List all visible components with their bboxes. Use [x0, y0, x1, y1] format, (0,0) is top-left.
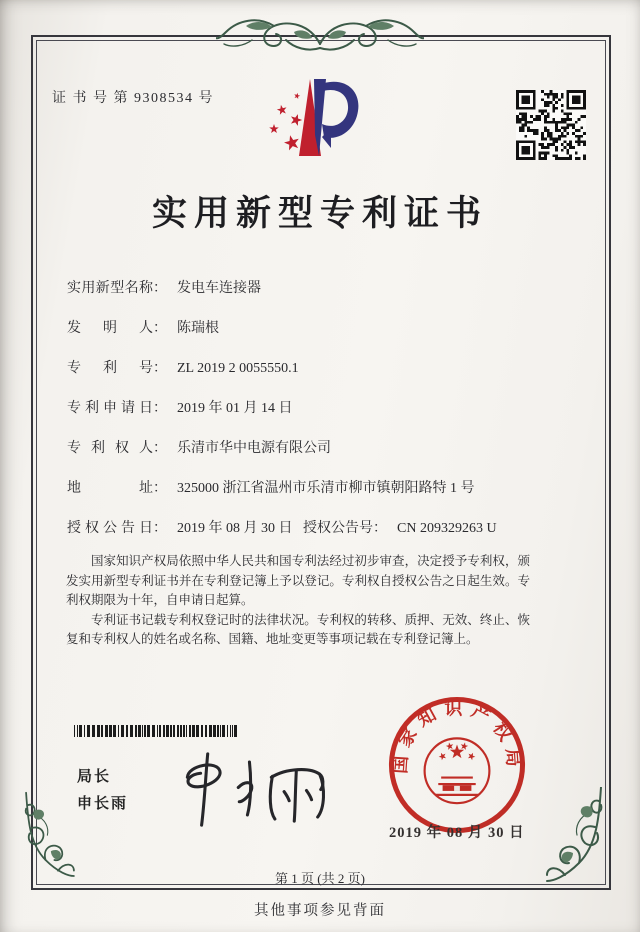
field-label: 专利号 [67, 361, 153, 376]
page-number: 第 1 页 (共 2 页) [275, 871, 365, 886]
field-label: 实用新型名称 [67, 281, 153, 296]
field-label: 地址 [67, 481, 153, 496]
legal-paragraph-1: 国家知识产权局依照中华人民共和国专利法经过初步审查，决定授予专利权，颁发实用新型专利证书并在专利登记簿上予以登记。专利权自授权公告之日起生效。专利权期限为十年，自申请日起算。 [66, 554, 530, 607]
field-value: 乐清市华中电源有限公司 [177, 441, 331, 456]
field-value: 陈瑞根 [177, 321, 219, 336]
field-value: ZL 2019 2 0055550.1 [177, 361, 299, 376]
seal-date: 2019 年 08 月 30 日 [389, 825, 525, 841]
field-row-utility-model-name: 实用新型名称： 发电车连接器 [67, 278, 559, 300]
field-value: 2019 年 08 月 30 日 [177, 521, 293, 536]
field-value: 2019 年 01 月 14 日 [177, 401, 293, 416]
field-row-address: 地址： 325000 浙江省温州市乐清市柳市镇朝阳路特 1 号 [67, 478, 559, 500]
field-row-inventor: 发明人： 陈瑞根 [67, 318, 559, 340]
field-label: 专利申请日 [67, 401, 153, 416]
field-label: 专利权人 [67, 441, 153, 456]
signer-name: 申长雨 [77, 796, 129, 812]
grant-publication-number: 授权公告号： CN 209329263 U [303, 521, 497, 536]
field-row-patentee: 专利权人： 乐清市华中电源有限公司 [67, 438, 559, 460]
legal-paragraph-2: 专利证书记载专利权登记时的法律状况。专利权的转移、质押、无效、终止、恢复和专利权人的姓名或名称、国籍、地址变更等事项记载在专利登记簿上。 [66, 612, 530, 646]
field-row-filing-date: 专利申请日： 2019 年 01 月 14 日 [67, 398, 559, 420]
svg-text:国家知识产权局 [390, 698, 524, 775]
handwritten-signature [168, 744, 336, 832]
field-value: CN 209329263 U [397, 521, 497, 536]
field-row-patent-number: 专利号： ZL 2019 2 0055550.1 [67, 358, 559, 380]
field-label: 授权公告号 [303, 521, 373, 536]
seal-ring-text: 国家知识产权局 [389, 698, 525, 775]
barcode [74, 724, 239, 736]
official-seal [385, 693, 529, 837]
qr-code [516, 90, 586, 160]
certificate-fields [67, 278, 559, 558]
signer-title: 局长 [77, 769, 112, 785]
certificate-title: 实用新型专利证书 [151, 194, 488, 233]
field-label: 发明人 [67, 321, 153, 336]
field-value: 发电车连接器 [177, 281, 261, 296]
signer-block [77, 764, 128, 818]
field-label: 授权公告日 [67, 521, 153, 536]
back-side-note: 其他事项参见背面 [254, 903, 386, 919]
field-value: 325000 浙江省温州市乐清市柳市镇朝阳路特 1 号 [177, 481, 475, 496]
top-scroll-ornament [216, 12, 424, 56]
cnipa-logo-icon [266, 77, 362, 165]
field-row-grant-date-and-number: 授权公告日： 2019 年 08 月 30 日 授权公告号： CN 209329263 U [67, 518, 559, 540]
legal-text [66, 552, 530, 650]
certificate-number: 证 书 号 第 9308534 号 [52, 91, 214, 106]
national-emblem-icon [425, 738, 490, 803]
